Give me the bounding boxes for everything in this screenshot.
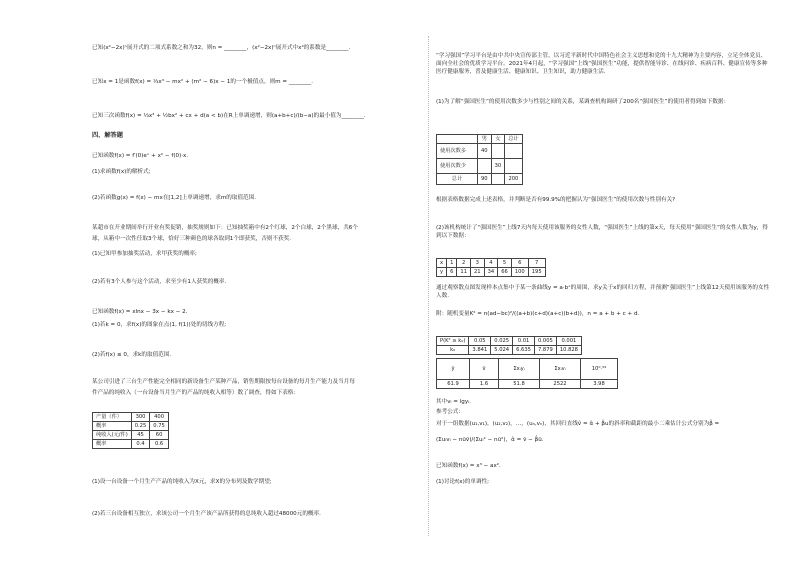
table-cell: Σxᵢyᵢ [499,359,540,380]
table-cell: 0.01 [513,337,535,346]
q22-part1: (1)讨论f(x)的单调性; [436,479,490,485]
table-row [437,144,523,159]
table-cell: 60 [150,431,169,440]
table-cell: 61.9 [437,380,470,389]
q19-part2: (2)若f(x) ≤ 0，求k的取值范围. [92,352,172,358]
table-cell: 总计 [437,174,478,185]
q21-intro: “学习强国”学习平台是由中共中央宣传部主管，以习近平新时代中国特色社会主义思想和党的十九大精神为主要内容，立足全体党员、面向全社会的优质学习平台。2021年4月起，“学习强国”上线“强国医生”功能，提供智能导诊、在线问诊、疾病百科、健康宣传等多种医疗健康服务，普及健康生活、健康知识、卫生知识，助力健康生活. [436,53,768,75]
table-cell: 100 [511,268,528,277]
q20-stem-line2: 件产品的纯收入（一台设备当月生产的产品的纯收入相等）数了调查，得如下表格： [92,390,299,396]
table-cell: 概率 [93,440,132,449]
table-cell: 3.841 [469,346,491,355]
table-cell: 7.879 [534,346,556,355]
q17-stem: 已知函数f(x) = f′(0)eˣ + x² − f(0)·x. [92,153,189,159]
table-cell: 30 [491,159,505,174]
table-cell: 195 [528,268,545,277]
q18-part2: (2)若有3个人参与这个活动，求至少有1人获奖的概率. [92,279,227,285]
q18-stem-line1: 某超市在开业期间举行开业有奖促销，抽奖规则如下：已知抽奖箱中有2个红球，2个白球，2个黑球，共6个 [92,225,358,231]
table-cell: 51.8 [499,380,540,389]
table-cell: 3.98 [581,380,618,389]
table-cell: 3 [471,259,485,268]
table-cell: 0.005 [534,337,556,346]
q21-part2-question: 通过观察散点图发现样本点集中于某一条曲线y = a·bˣ的周围，求y关于x的回归方程，并预测“强国医生”上线第12天使用该服务的女性人数. [436,285,770,299]
table-cell [437,135,478,144]
table-cell [505,144,522,159]
fill-blank-15: 已知x = 1是函数f(x) = ⅓x³ − mx² + (m² − 6)x − 1的一个极值点，则m = ________. [92,79,313,85]
critical-value-table [436,336,582,355]
table-cell: 产量（件） [93,413,132,422]
table-row [93,413,169,422]
appendix-formula: 附：随机变量K² = n(ad−bc)²/((a+b)(c+d)(a+c)(b+d))，n = a + b + c + d. [436,311,640,317]
q18-part1: (1)已知甲参加抽奖活动，求甲获奖的概率; [92,251,197,257]
table-cell: 总计 [505,135,522,144]
q17-part1: (1)求函数f(x)的解析式; [92,169,151,175]
q19-stem: 已知函数f(x) = xlnx − 3x − kx − 2. [92,309,188,315]
table-cell: 2 [457,259,471,268]
table-cell [505,159,522,174]
regression-formula-line2: (Σuᵢvᵢ − nūv̄)/(Σuᵢ² − nū²)，α̂ = v̄ − β̂ū. [436,437,544,443]
table-row [93,422,169,431]
column-divider [428,36,429,536]
table-cell: 34 [484,268,498,277]
table-cell: 90 [478,174,492,185]
table-cell: 10⁰·⁵⁴ [581,359,618,380]
table-cell: 200 [505,174,522,185]
q18-stem-line2: 球，从箱中一次性任取3个球，恰好三种颜色的球各取到1个即获奖，否则不获奖. [92,236,292,242]
table-cell: 男 [478,135,492,144]
table-cell: 2522 [540,380,581,389]
table-cell: v̄ [470,359,499,380]
table-cell: k₀ [437,346,469,355]
table-cell [478,159,492,174]
table-cell: 21 [471,268,485,277]
table-row [437,174,523,185]
table-cell: 0.25 [131,422,150,431]
table-row [437,268,546,277]
table-row [93,431,169,440]
table-row [437,346,582,355]
table-cell: 使用次数少 [437,159,478,174]
table-row [93,440,169,449]
section-heading-answers: 四、解答题 [92,132,123,139]
table-cell: 40 [478,144,492,159]
q21-part2-stem: (2)该机构统计了“强国医生”上线7天内每天使用该服务的女性人数，“强国医生”上线的第x天，每天使用“强国医生”的女性人数为y，得到以下数据： [436,225,768,239]
q20-part2: (2)若三台设备相互独立，求该公司一个月生产该产品所获得的总纯收入超过48000元的概率. [92,511,321,517]
q22-stem: 已知函数f(x) = x³ − ax². [436,463,501,469]
table-cell: 11 [457,268,471,277]
table-row [437,337,582,346]
table-row [437,135,523,144]
q20-stem-line1: 某公司引进了三台生产性能完全相同的新设备生产某种产品，销售期限按每台设备的每月生产能力及当月每 [92,379,355,385]
q21-part1-question: 根据表格数据完成上述表格，并判断是否有99.9%的把握认为“强国医生”的使用次数与性别有关? [436,197,676,203]
note-v-definition: 其中vᵢ = lgyᵢ. [436,399,471,405]
table-cell: 纯收入(元/件) [93,431,132,440]
table-cell: 概率 [93,422,132,431]
production-income-table [92,412,169,449]
table-cell [491,174,505,185]
table-cell: 0.001 [556,337,581,346]
table-cell: 1 [447,259,457,268]
table-row [437,259,546,268]
summary-stats-table [436,358,618,389]
table-cell: 4 [484,259,498,268]
table-cell: 0.6 [150,440,169,449]
table-cell: 10.828 [556,346,581,355]
table-cell: P(K² ≥ k₀) [437,337,469,346]
fill-blank-16: 已知三次函数f(x) = ⅓x³ + ½bx² + cx + d(a < b)在R上单调递增，则(a+b+c)/(b−a)的最小值为________. [92,113,366,119]
q20-part1: (1)设一台设备一个月生产产品的纯收入为X元，求X的分布列及数学期望; [92,479,272,485]
table-cell: 5 [498,259,512,268]
table-cell: 400 [150,413,169,422]
table-cell: 300 [131,413,150,422]
gender-usage-table [436,134,523,185]
fill-blank-14: 已知(x²−2x)ⁿ展开式的二项式系数之和为32，则n = ________，(x²−2x)ⁿ展开式中x⁴的系数是________. [92,45,351,51]
table-row [437,359,618,380]
table-cell: 0.05 [469,337,491,346]
table-cell: Σxᵢvᵢ [540,359,581,380]
q17-part2: (2)若函数g(x) = f(x) − mx在[1,2]上单调递增，求m的取值范围. [92,195,257,201]
daily-users-table [436,258,546,277]
q21-part1-stem: (1)为了解“强国医生”的使用次数多少与性别之间的关系，某调查机构调研了200名“强国医生”的使用者得到如下数据： [436,99,730,105]
reference-formula-heading: 参考公式: [436,409,461,415]
table-cell: 0.025 [491,337,513,346]
table-cell: 6 [447,268,457,277]
table-cell: 7 [528,259,545,268]
q19-part1: (1)若k = 0，求f(x)的图象在点(1, f(1))处的切线方程; [92,322,227,328]
table-cell: 66 [498,268,512,277]
table-cell: 6.635 [513,346,535,355]
table-cell [491,144,505,159]
table-cell: 0.75 [150,422,169,431]
table-cell: 6 [511,259,528,268]
table-cell: ȳ [437,359,470,380]
table-row [437,159,523,174]
table-cell: 1.6 [470,380,499,389]
table-cell: 0.4 [131,440,150,449]
table-cell: x [437,259,447,268]
table-cell: 5.024 [491,346,513,355]
table-cell: 使用次数多 [437,144,478,159]
regression-formula-line1: 对于一组数据(u₁,v₁)，(u₂,v₂)，…，(uₙ,vₙ)，其回归直线v̂ = α̂ + β̂u的斜率和截距的最小二乘估计公式分别为β̂ = [436,421,720,427]
table-cell: 女 [491,135,505,144]
table-cell: 45 [131,431,150,440]
table-cell: y [437,268,447,277]
table-row [437,380,618,389]
